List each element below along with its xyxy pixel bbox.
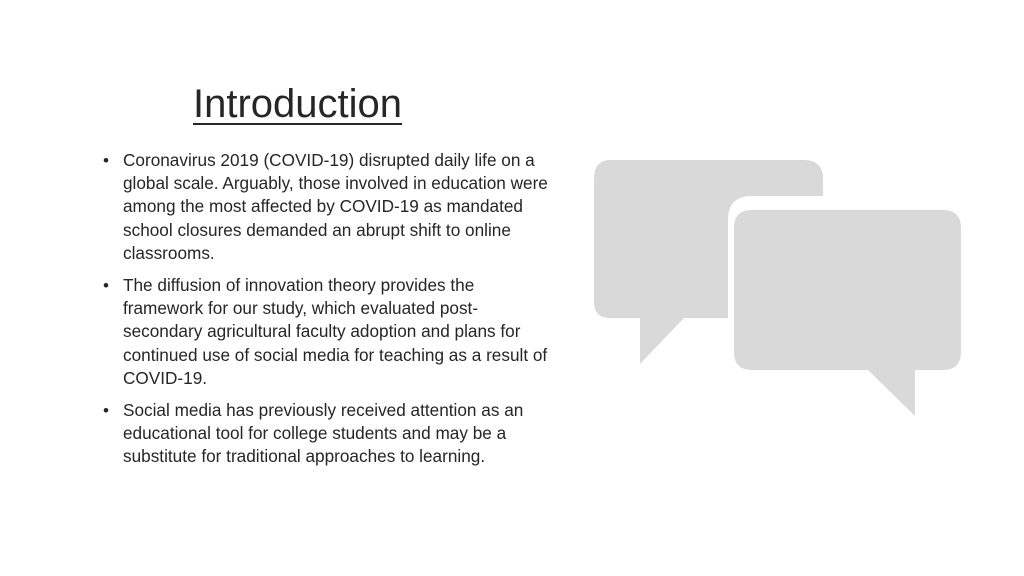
bullet-item [103, 399, 548, 469]
bullet-list [103, 149, 548, 478]
bullet-dot-icon: • [103, 276, 109, 296]
bullet-text: The diffusion of innovation theory provides the framework for our study, which evaluated post-secondary agricultural faculty adoption and plans for continued use of social media for teaching as a result of COVID-19. [123, 275, 548, 388]
speech-bubble-front-icon [734, 210, 961, 416]
bullet-dot-icon: • [103, 401, 109, 421]
slide-title: Introduction [193, 82, 403, 126]
bullet-text: Social media has previously received attention as an educational tool for college students and may be a substitute for traditional approaches to learning. [123, 400, 524, 467]
speech-bubbles-icon [590, 156, 965, 421]
bullet-item [103, 274, 548, 390]
bullet-dot-icon: • [103, 151, 109, 170]
bullet-item [103, 149, 548, 265]
bullet-text: Coronavirus 2019 (COVID-19) disrupted daily life on a global scale. Arguably, those involved in education were among the most affected by COVID-19 as mandated school closures demanded an abrupt shift to online classrooms. [123, 150, 548, 263]
